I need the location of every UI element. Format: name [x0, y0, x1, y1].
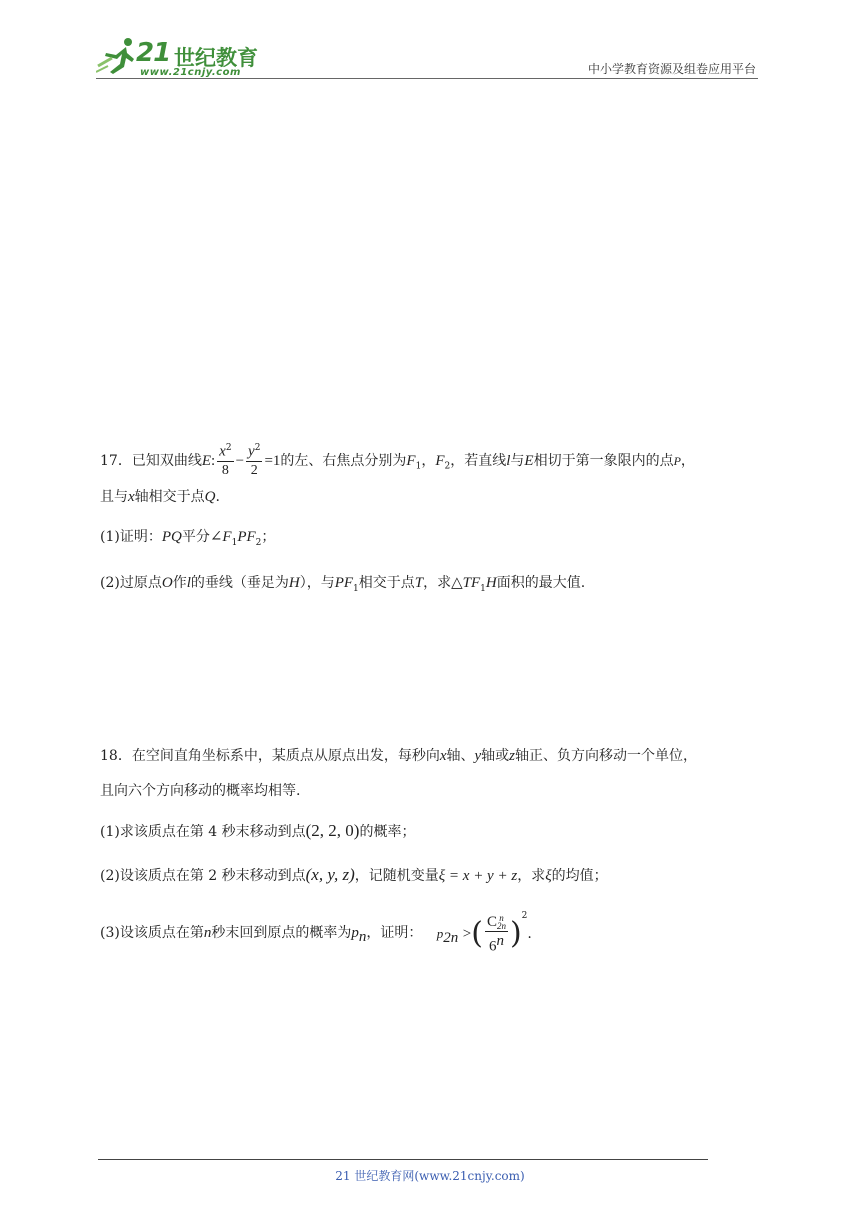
q17-number: 17．	[100, 452, 132, 469]
q17-part1-text: 平分	[181, 529, 210, 545]
q18-line2: 且向六个方向移动的概率均相等.	[100, 783, 301, 799]
q18-part3-lhs-sub: 2n	[443, 929, 459, 946]
q17-line2a: 且与	[100, 489, 128, 505]
q17-line1: 17．已知双曲线E: $\frac{x^2}{8}$ − $\frac{y^2}{2}$ =1的左、右焦点分别为$F_1$，$F_2$，若直线l与E相切于第一象限内的点P，	[100, 443, 695, 478]
q18-part3-c: C	[486, 913, 497, 930]
q17-frac-y: $\frac{y^2}{2}$	[248, 443, 261, 478]
q18-part3-frac	[485, 914, 508, 955]
q18-part1-point: (2, 2, 0)	[305, 821, 360, 840]
q17-part1-pq: PQ	[161, 529, 182, 545]
q18-part3-psub: n	[358, 929, 367, 946]
q18-part2-xi: ξ	[545, 868, 552, 884]
q18-part3-gt: >	[462, 926, 472, 942]
q17-part1-sub1: 1	[231, 537, 238, 548]
q17-p: P	[673, 453, 681, 468]
q17-intro: 已知双曲线	[131, 452, 202, 469]
q17-text3: 与	[510, 452, 525, 469]
q18-part3-formula: $p_{2n}$ >( C n 2n 6$^n$ )$^2$.	[436, 911, 532, 955]
q18-x: x	[439, 748, 447, 764]
q18-line1b: 轴、	[446, 748, 475, 764]
q18-part3-lhs: p	[436, 926, 444, 941]
q17-f1-sub: 1	[415, 461, 422, 472]
q17-text2: ，若直线	[450, 452, 507, 469]
q18-part2	[100, 866, 608, 884]
q18-part3-p: p	[351, 925, 359, 942]
q18-part2-expr: ξ = x + y + z	[438, 868, 518, 884]
q17-part2-text5: ，求	[423, 575, 452, 591]
q17-part1	[100, 530, 275, 548]
q17-x-var: x	[219, 443, 226, 460]
q18-part3-den-sup: n	[496, 932, 504, 949]
q18-y: y	[474, 748, 482, 764]
q18-part3-text2: 秒末回到原点的概率为	[211, 925, 352, 942]
q18-part3-text: (3)设该质点在第	[100, 925, 204, 942]
q18-part1-end: 的概率；	[359, 824, 416, 840]
q17-part1-pf: PF	[237, 529, 256, 545]
q17-part2-tri: △TF	[451, 575, 481, 591]
platform-title: 中小学教育资源及组卷应用平台	[587, 62, 756, 76]
q17-part1-sub2: 2	[255, 537, 262, 548]
q17-part2-l: l	[186, 575, 191, 591]
q17-part2-label: (2)过原点	[100, 575, 162, 591]
q18-part2-point: (x, y, z)	[305, 865, 355, 884]
site-logo	[96, 36, 266, 80]
q17-line2c: .	[215, 489, 220, 505]
q17-frac-x: $\frac{x^2}{8}$	[219, 443, 232, 478]
q17-part2-tri-sub: 1	[480, 583, 486, 594]
q17-part2-text3: ），与	[299, 575, 335, 591]
q17-f2-sub: 2	[444, 461, 451, 472]
q18-part3-c-sup: n	[499, 912, 504, 923]
q18-line1d: 轴正、负方向移动一个单位，	[515, 748, 698, 764]
q17-f2: F	[435, 452, 445, 469]
q18-part2-text: (2)设该质点在第 2 秒末移动到点	[100, 868, 306, 884]
q18-part3-n: n	[203, 925, 212, 942]
q18-part3-pow: 2	[521, 911, 528, 921]
q18-line1	[100, 749, 697, 764]
q18-line1c: 轴或	[481, 748, 510, 764]
q17-part1-end: ；	[261, 529, 276, 545]
q17-q: Q	[204, 489, 216, 505]
q18-line1a: 在空间直角坐标系中，某质点从原点出发，每秒向	[131, 748, 440, 764]
q18-part3-end: .	[527, 926, 532, 942]
q17-comma2: ，	[680, 452, 695, 469]
q17-part2	[100, 576, 585, 594]
q17-y-den: 2	[250, 462, 258, 478]
q17-part2-o: O	[161, 575, 173, 591]
q18-part3	[100, 912, 532, 954]
q17-part2-h: H	[288, 575, 300, 591]
q18-part3-den: 6	[488, 938, 497, 955]
q17-part1-label: (1)证明：	[100, 529, 162, 545]
logo-url: www.21cnjy.com	[140, 67, 241, 78]
q18-part1	[100, 822, 415, 839]
q17-part1-angle: ∠F	[209, 529, 232, 545]
logo-number: 21	[136, 38, 171, 68]
q17-l: l	[506, 452, 511, 469]
header-divider	[96, 78, 758, 79]
q17-f1: F	[406, 452, 416, 469]
logo-title: 世纪教育	[174, 46, 258, 70]
q17-curve: E	[201, 452, 211, 469]
q17-comma1: ，	[421, 452, 436, 469]
runner-logo-icon	[96, 36, 140, 76]
q17-part2-text1: 作	[172, 575, 187, 591]
q17-part2-tri-h: H	[485, 575, 497, 591]
q17-part2-pf: PF	[334, 575, 354, 591]
q17-x: x	[128, 489, 135, 505]
q17-part2-text2: 的垂线（垂足为	[190, 575, 289, 591]
q17-text1: 的左、右焦点分别为	[280, 452, 407, 469]
q18-part2-text3: ，求	[517, 868, 546, 884]
q17-eq: =1	[264, 452, 281, 469]
q17-x-den: 8	[221, 462, 229, 478]
q18-z: z	[509, 748, 516, 764]
q17-part2-text4: 相交于点	[358, 575, 415, 591]
q17-part2-sub: 1	[353, 583, 359, 594]
footer-divider	[98, 1159, 708, 1160]
q18-part2-text2: ，记随机变量	[354, 868, 439, 884]
q18-part2-end: 的均值；	[551, 868, 608, 884]
q17-part2-t: T	[414, 575, 424, 591]
q18-part3-text3: ，证明：	[366, 925, 423, 942]
q17-line2	[100, 490, 220, 505]
q18-number: 18．	[100, 748, 132, 764]
q18-part1-text: (1)求该质点在第 4 秒末移动到点	[100, 824, 306, 840]
q17-colon: :	[211, 452, 216, 469]
q17-line2b: 轴相交于点	[134, 489, 205, 505]
q18-part3-c-sub: 2n	[496, 920, 506, 931]
q17-text4: 相切于第一象限内的点	[533, 452, 674, 469]
q17-y-var: y	[248, 443, 255, 460]
footer-text: 21 世纪教育网(www.21cnjy.com)	[335, 1169, 525, 1183]
q17-e2: E	[524, 452, 534, 469]
q17-part2-text6: 面积的最大值.	[496, 575, 586, 591]
